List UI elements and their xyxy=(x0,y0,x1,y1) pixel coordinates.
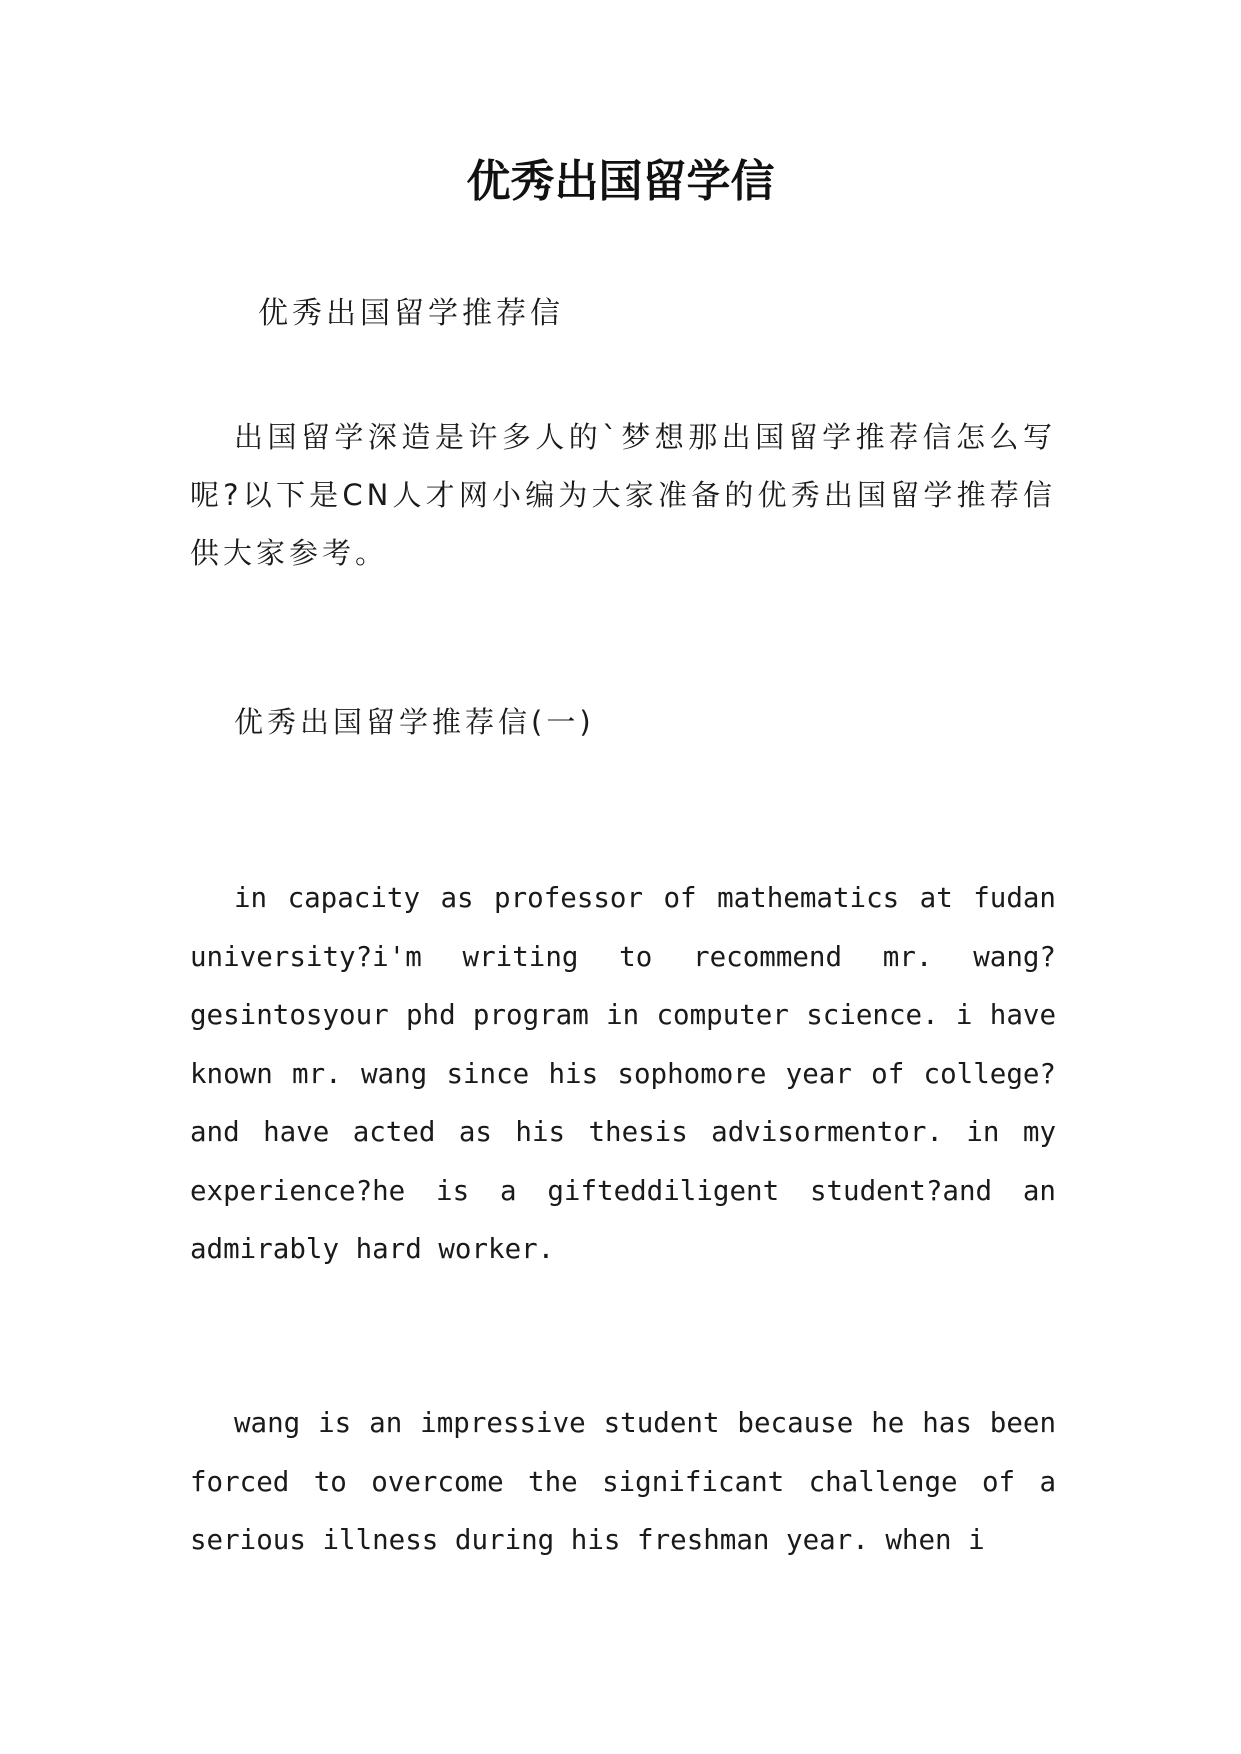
body-paragraph: in capacity as professor of mathematics at fudan university?i'm writing to recommend mr. wang?gesintosyour phd program in computer science. i have known mr. wang since his sophomore year of college?and have acted as his thesis advisormentor. in my experience?he is a gifteddiligent student?and an admirably hard worker. xyxy=(190,882,1056,1265)
document-subtitle: 优秀出国留学推荐信 xyxy=(258,296,564,331)
document-title: 优秀出国留学信 xyxy=(466,156,775,207)
section-heading: 优秀出国留学推荐信(一) xyxy=(234,705,595,739)
intro-paragraph: 出国留学深造是许多人的`梦想那出国留学推荐信怎么写呢?以下是CN人才网小编为大家准备的优秀出国留学推荐信供大家参考。 xyxy=(190,420,1056,570)
body-paragraph: wang is an impressive student because he has been forced to overcome the significant challenge of a serious illness during his freshman year. when i xyxy=(190,1407,1056,1556)
